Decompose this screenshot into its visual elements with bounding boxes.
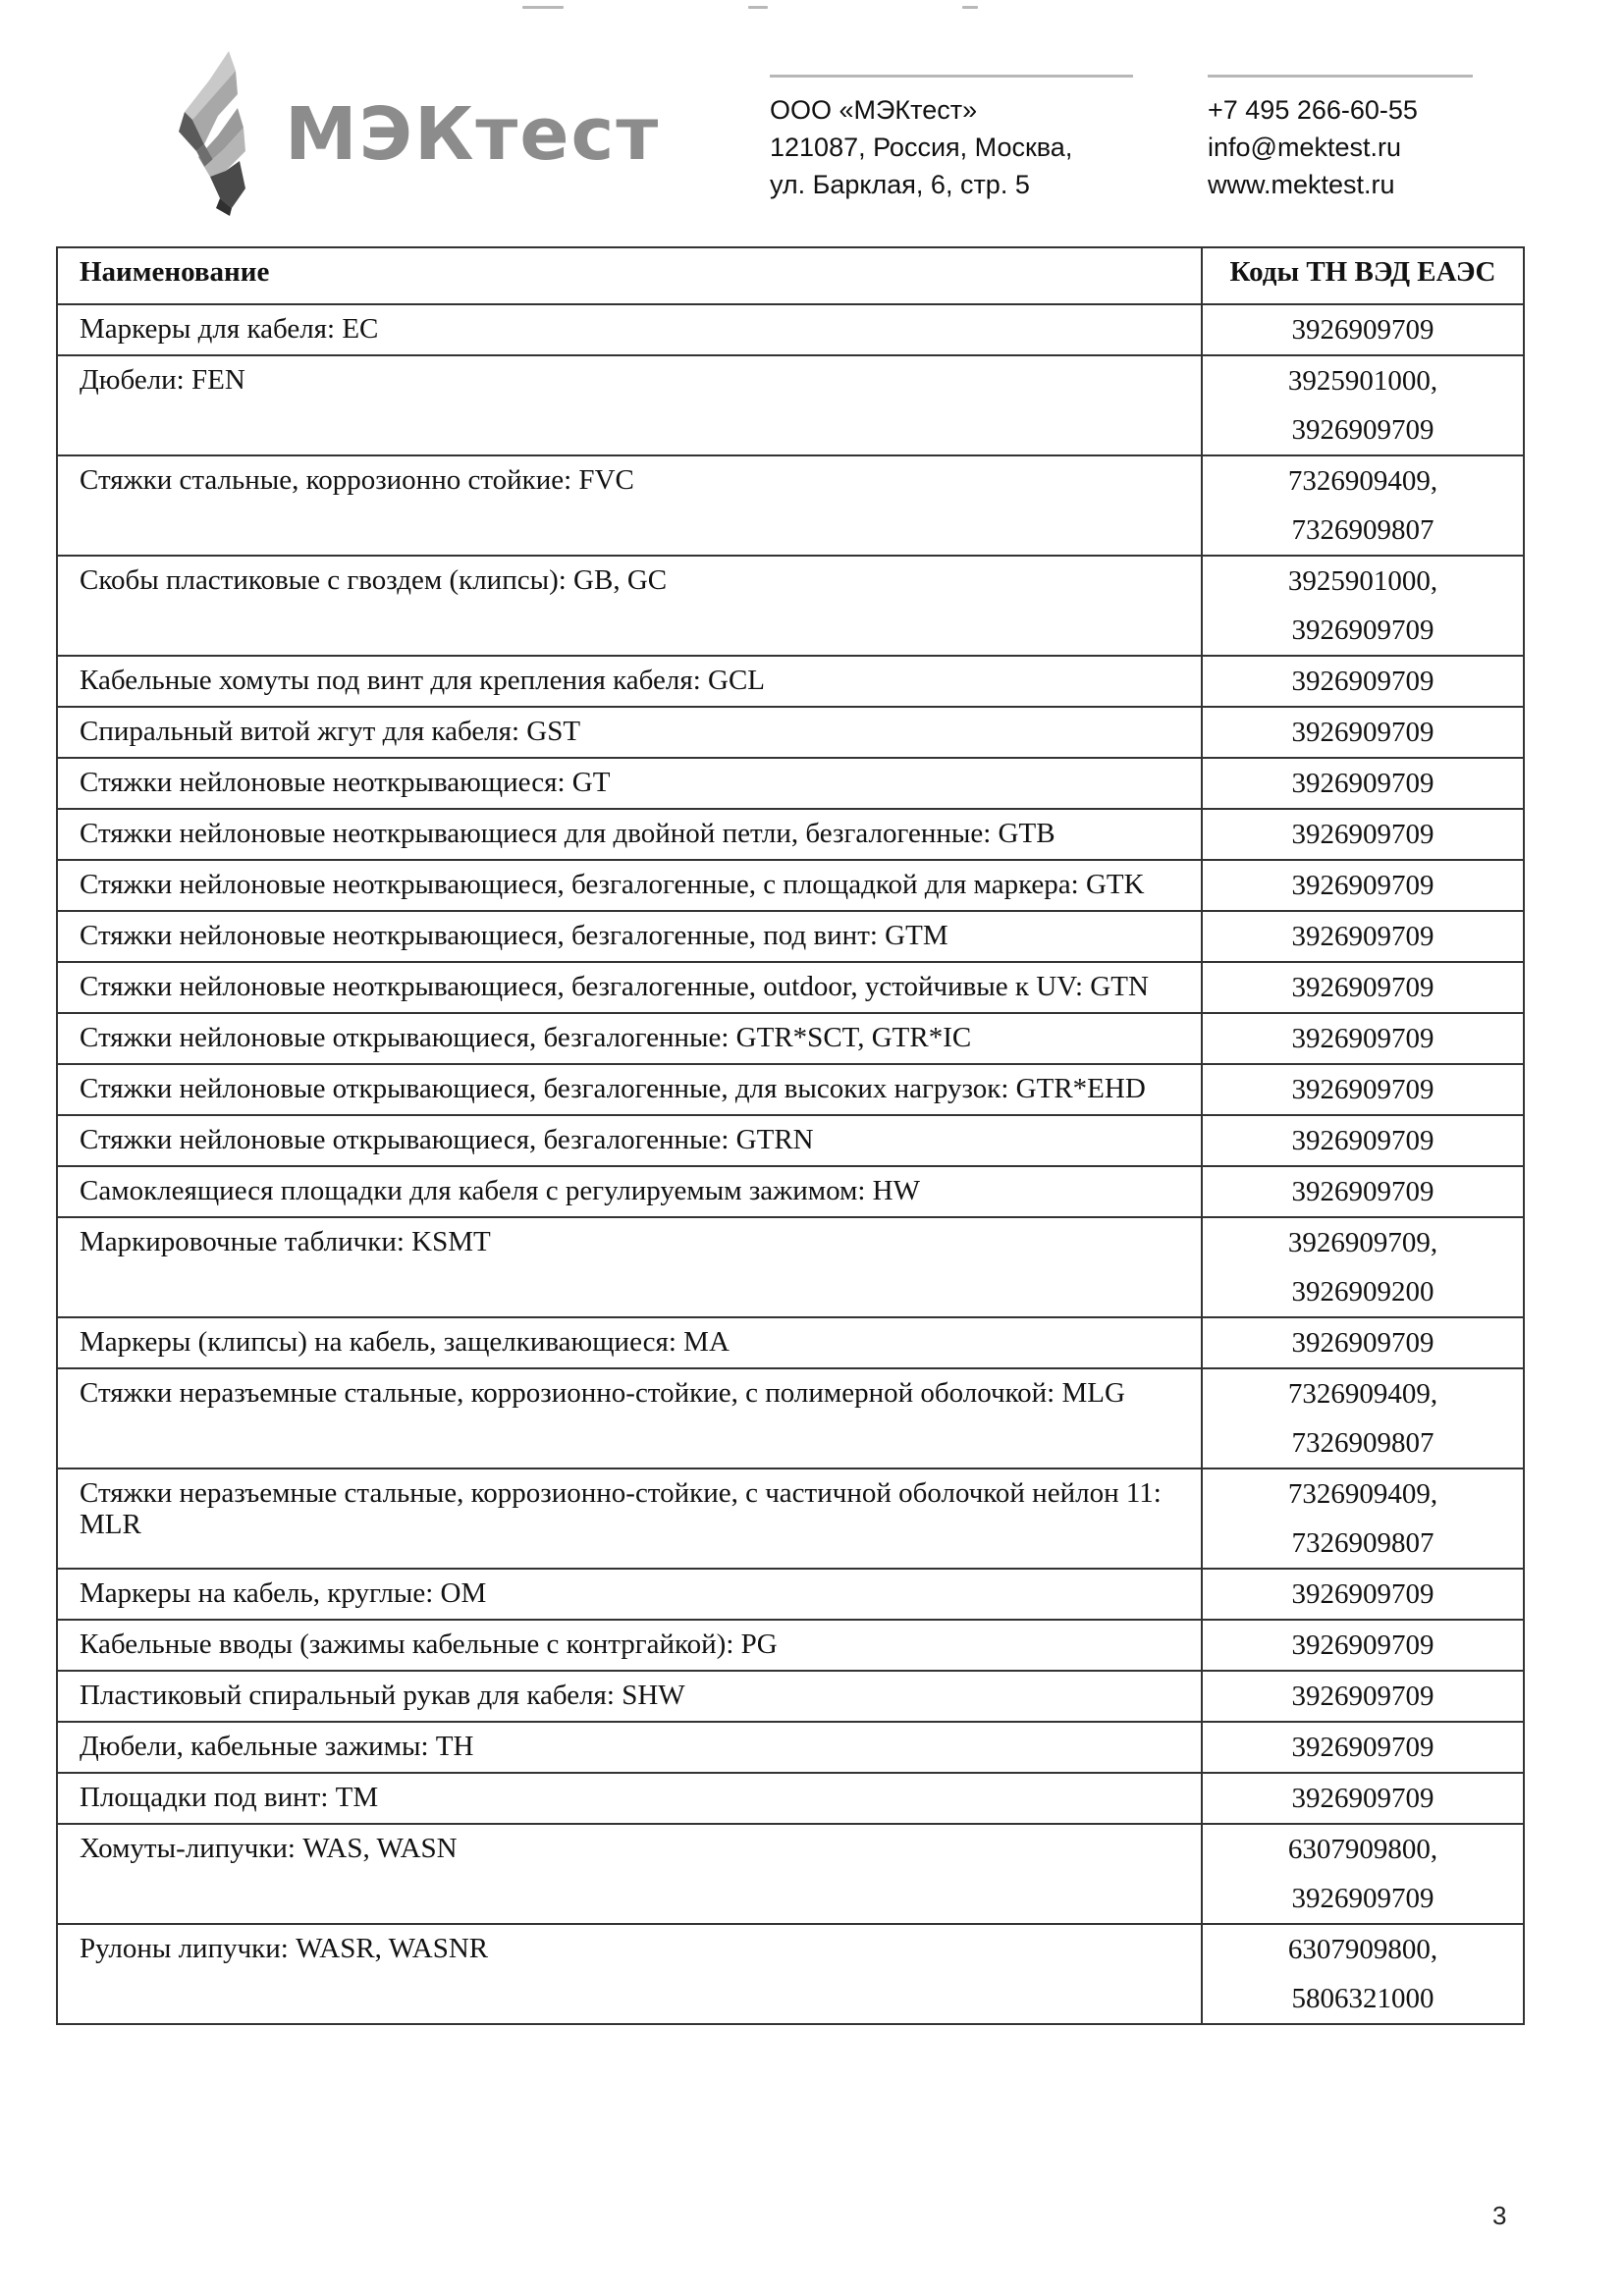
- hs-code: 7326909807: [1291, 1527, 1434, 1559]
- logo-mark-icon: [175, 51, 273, 218]
- table-row: [57, 1468, 1524, 1569]
- column-header-codes: Коды ТН ВЭД ЕАЭС: [1202, 247, 1524, 304]
- product-name-cell: Хомуты-липучки: WAS, WASN: [57, 1824, 1202, 1924]
- hs-code: 3926909709: [1291, 1629, 1434, 1661]
- table-header-row: [57, 247, 1524, 304]
- hs-code-cell: [1202, 707, 1524, 758]
- product-name-cell: Рулоны липучки: WASR, WASNR: [57, 1924, 1202, 2024]
- hs-code: 3926909709: [1291, 972, 1434, 1003]
- table-row: [57, 1217, 1524, 1317]
- hs-code-cell: [1202, 1317, 1524, 1368]
- table-row: [57, 1166, 1524, 1217]
- hs-code-cell: [1202, 1368, 1524, 1468]
- hs-code-cell: [1202, 1166, 1524, 1217]
- hs-code-cell: [1202, 1064, 1524, 1115]
- hs-code-cell: [1202, 1115, 1524, 1166]
- product-name-cell: Скобы пластиковые с гвоздем (клипсы): GB, GC: [57, 556, 1202, 656]
- product-name-cell: Стяжки нейлоновые неоткрывающиеся, безгалогенные, с площадкой для маркера: GTK: [57, 860, 1202, 911]
- product-name-cell: Стяжки нейлоновые неоткрывающиеся, безгалогенные, outdoor, устойчивые к UV: GTN: [57, 962, 1202, 1013]
- hs-code: 3926909709: [1291, 1327, 1434, 1359]
- hs-code: 6307909800,: [1287, 1834, 1438, 1865]
- hs-code: 3926909709: [1291, 1176, 1434, 1207]
- hs-code-cell: [1202, 556, 1524, 656]
- hs-code: 3926909709: [1291, 1681, 1434, 1712]
- table-row: [57, 1569, 1524, 1620]
- hs-code: 3926909709: [1291, 1732, 1434, 1763]
- hs-code-cell: [1202, 304, 1524, 355]
- hs-code-cell: [1202, 1924, 1524, 2024]
- product-name-cell: Дюбели: FEN: [57, 355, 1202, 455]
- table-row: [57, 304, 1524, 355]
- hs-code: 3926909709: [1291, 717, 1434, 748]
- table-row: [57, 1368, 1524, 1468]
- product-name-cell: Стяжки нейлоновые неоткрывающиеся, безгалогенные, под винт: GTM: [57, 911, 1202, 962]
- table-row: [57, 1620, 1524, 1671]
- company-name: ООО «МЭКтест»: [770, 95, 978, 125]
- hs-code: 3926909709: [1291, 314, 1434, 346]
- hs-code: 7326909409,: [1287, 1378, 1438, 1410]
- product-name-cell: Стяжки нейлоновые неоткрывающиеся для двойной петли, безгалогенные: GTB: [57, 809, 1202, 860]
- hs-code-cell: [1202, 1773, 1524, 1824]
- company-email: info@mektest.ru: [1208, 133, 1401, 162]
- hs-code-cell: [1202, 1671, 1524, 1722]
- table-row: [57, 656, 1524, 707]
- hs-code-cell: [1202, 455, 1524, 556]
- hs-code: 3925901000,: [1287, 365, 1438, 397]
- table-row: [57, 758, 1524, 809]
- company-address-block: [770, 75, 1133, 203]
- table-row: [57, 1773, 1524, 1824]
- company-website: www.mektest.ru: [1208, 170, 1395, 199]
- hs-code: 3926909709: [1291, 1783, 1434, 1814]
- product-name-cell: Стяжки нейлоновые неоткрывающиеся: GT: [57, 758, 1202, 809]
- hs-code-cell: [1202, 809, 1524, 860]
- hs-code-cell: [1202, 1217, 1524, 1317]
- scan-mark: [522, 6, 564, 9]
- hs-code: 3926909709: [1291, 1578, 1434, 1610]
- product-name-cell: Маркеры для кабеля: EC: [57, 304, 1202, 355]
- product-name-cell: Дюбели, кабельные зажимы: TH: [57, 1722, 1202, 1773]
- product-name-cell: Маркировочные таблички: KSMT: [57, 1217, 1202, 1317]
- product-name-cell: Стяжки стальные, коррозионно стойкие: FVC: [57, 455, 1202, 556]
- hs-code: 3926909709: [1291, 1023, 1434, 1054]
- product-name-cell: Стяжки нейлоновые открывающиеся, безгалогенные: GTRN: [57, 1115, 1202, 1166]
- product-name-cell: Самоклеящиеся площадки для кабеля с регулируемым зажимом: HW: [57, 1166, 1202, 1217]
- hs-code: 3926909709: [1291, 414, 1434, 446]
- hs-code: 3926909709: [1291, 1125, 1434, 1156]
- hs-code: 3926909709: [1291, 819, 1434, 850]
- product-name-cell: Маркеры на кабель, круглые: OM: [57, 1569, 1202, 1620]
- hs-code-cell: [1202, 962, 1524, 1013]
- hs-code: 3926909709: [1291, 666, 1434, 697]
- product-name-cell: Стяжки неразъемные стальные, коррозионно-стойкие, с частичной оболочкой нейлон 11: MLR: [57, 1468, 1202, 1569]
- table-row: [57, 1317, 1524, 1368]
- product-name-cell: Стяжки нейлоновые открывающиеся, безгалогенные: GTR*SCT, GTR*IC: [57, 1013, 1202, 1064]
- table-row: [57, 1115, 1524, 1166]
- table-row: [57, 1924, 1524, 2024]
- table-row: [57, 1671, 1524, 1722]
- hs-code-cell: [1202, 1722, 1524, 1773]
- table-row: [57, 455, 1524, 556]
- company-phone: +7 495 266-60-55: [1208, 95, 1418, 125]
- table-row: [57, 1722, 1524, 1773]
- hs-code: 3926909709: [1291, 1074, 1434, 1105]
- hs-code-cell: [1202, 1468, 1524, 1569]
- table-row: [57, 809, 1524, 860]
- product-name-cell: Кабельные вводы (зажимы кабельные с контргайкой): PG: [57, 1620, 1202, 1671]
- hs-code: 3926909709,: [1287, 1227, 1438, 1258]
- product-name-cell: Кабельные хомуты под винт для крепления кабеля: GCL: [57, 656, 1202, 707]
- table-row: [57, 962, 1524, 1013]
- company-contacts-block: [1208, 75, 1473, 203]
- table-row: [57, 860, 1524, 911]
- hs-code-cell: [1202, 656, 1524, 707]
- table-row: [57, 1013, 1524, 1064]
- table-row: [57, 355, 1524, 455]
- table-body: [57, 304, 1524, 2024]
- hs-codes-table: [56, 246, 1525, 2025]
- hs-code: 7326909409,: [1287, 1478, 1438, 1510]
- scan-mark: [748, 6, 768, 9]
- hs-code-cell: [1202, 1569, 1524, 1620]
- table-row: [57, 1824, 1524, 1924]
- product-name-cell: Пластиковый спиральный рукав для кабеля: SHW: [57, 1671, 1202, 1722]
- hs-code: 3925901000,: [1287, 565, 1438, 597]
- hs-code-cell: [1202, 1824, 1524, 1924]
- product-name-cell: Стяжки нейлоновые открывающиеся, безгалогенные, для высоких нагрузок: GTR*EHD: [57, 1064, 1202, 1115]
- product-name-cell: Маркеры (клипсы) на кабель, защелкивающиеся: MA: [57, 1317, 1202, 1368]
- hs-code-cell: [1202, 911, 1524, 962]
- hs-code: 7326909807: [1291, 514, 1434, 546]
- hs-code: 3926909709: [1291, 870, 1434, 901]
- logo-text: МЭКтест: [285, 92, 661, 177]
- company-address-line2: ул. Барклая, 6, стр. 5: [770, 170, 1030, 199]
- hs-code: 3926909709: [1291, 614, 1434, 646]
- table-row: [57, 911, 1524, 962]
- table-row: [57, 1064, 1524, 1115]
- hs-code: 5806321000: [1291, 1983, 1434, 2014]
- hs-code: 3926909709: [1291, 768, 1434, 799]
- column-header-name: Наименование: [57, 247, 1202, 304]
- scan-mark: [962, 6, 978, 9]
- hs-code-cell: [1202, 758, 1524, 809]
- hs-code: 3926909709: [1291, 921, 1434, 952]
- company-address-line1: 121087, Россия, Москва,: [770, 133, 1073, 162]
- product-name-cell: Стяжки неразъемные стальные, коррозионно-стойкие, с полимерной оболочкой: MLG: [57, 1368, 1202, 1468]
- header-rule: [770, 75, 1133, 78]
- hs-code-cell: [1202, 860, 1524, 911]
- company-logo: [175, 51, 661, 218]
- header-rule: [1208, 75, 1473, 78]
- hs-code-cell: [1202, 355, 1524, 455]
- hs-code-cell: [1202, 1013, 1524, 1064]
- product-name-cell: Площадки под винт: TM: [57, 1773, 1202, 1824]
- product-name-cell: Спиральный витой жгут для кабеля: GST: [57, 707, 1202, 758]
- hs-code: 6307909800,: [1287, 1934, 1438, 1965]
- table-row: [57, 556, 1524, 656]
- hs-code: 3926909200: [1291, 1276, 1434, 1308]
- hs-code: 7326909807: [1291, 1427, 1434, 1459]
- hs-code: 3926909709: [1291, 1883, 1434, 1914]
- hs-code: 7326909409,: [1287, 465, 1438, 497]
- page-number: 3: [1492, 2201, 1507, 2230]
- hs-code-cell: [1202, 1620, 1524, 1671]
- table-row: [57, 707, 1524, 758]
